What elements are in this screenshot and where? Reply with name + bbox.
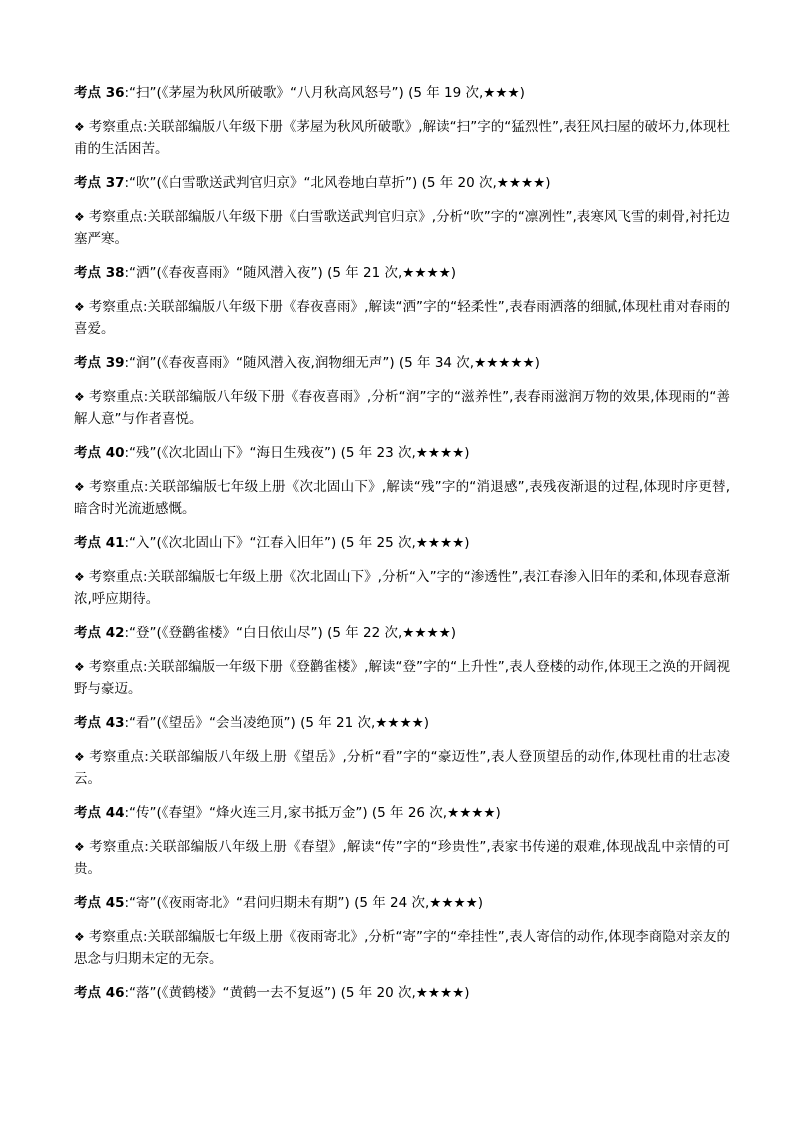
exam-point-44 bbox=[74, 802, 730, 880]
exam-point-detail-text: 考察重点:关联部编版八年级下册《春夜喜雨》,分析“润”字的“滋养性”,表春雨滋润万物的效果,体现雨的“善解人意”与作者喜悦。 bbox=[74, 389, 730, 427]
diamond-bullet-icon: ❖ bbox=[74, 660, 85, 674]
exam-point-39 bbox=[74, 352, 730, 430]
diamond-bullet-icon: ❖ bbox=[74, 210, 85, 224]
exam-point-title: :“扫”(《茅屋为秋风所破歌》“八月秋高风怒号”) (5 年 19 次,★★★) bbox=[124, 85, 525, 101]
exam-point-heading bbox=[74, 352, 730, 374]
exam-point-heading bbox=[74, 712, 730, 734]
exam-point-heading bbox=[74, 802, 730, 824]
exam-point-detail bbox=[74, 836, 730, 880]
exam-point-label: 考点 46 bbox=[74, 985, 125, 1001]
exam-point-detail-text: 考察重点:关联部编版八年级下册《春夜喜雨》,解读“洒”字的“轻柔性”,表春雨洒落的细腻,体现杜甫对春雨的喜爱。 bbox=[74, 299, 730, 337]
diamond-bullet-icon: ❖ bbox=[74, 570, 85, 584]
exam-point-title: :“残”(《次北固山下》“海日生残夜”) (5 年 23 次,★★★★) bbox=[124, 445, 470, 461]
exam-point-heading bbox=[74, 82, 730, 104]
exam-point-heading bbox=[74, 532, 730, 554]
exam-point-detail bbox=[74, 656, 730, 700]
exam-point-38 bbox=[74, 262, 730, 340]
exam-point-detail bbox=[74, 746, 730, 790]
exam-point-45 bbox=[74, 892, 730, 970]
exam-point-title: :“寄”(《夜雨寄北》“君问归期未有期”) (5 年 24 次,★★★★) bbox=[124, 895, 483, 911]
exam-point-detail-text: 考察重点:关联部编版八年级上册《春望》,解读“传”字的“珍贵性”,表家书传递的艰难,体现战乱中亲情的可贵。 bbox=[74, 839, 730, 877]
exam-point-heading bbox=[74, 172, 730, 194]
exam-point-title: :“看”(《望岳》“会当凌绝顶”) (5 年 21 次,★★★★) bbox=[124, 715, 429, 731]
diamond-bullet-icon: ❖ bbox=[74, 930, 85, 944]
diamond-bullet-icon: ❖ bbox=[74, 390, 85, 404]
exam-point-detail bbox=[74, 386, 730, 430]
exam-point-detail-text: 考察重点:关联部编版七年级上册《次北固山下》,分析“入”字的“渗透性”,表江春渗入旧年的柔和,体现春意渐浓,呼应期待。 bbox=[74, 569, 730, 607]
exam-point-label: 考点 41 bbox=[74, 535, 125, 551]
diamond-bullet-icon: ❖ bbox=[74, 120, 85, 134]
exam-point-detail-text: 考察重点:关联部编版一年级下册《登鹳雀楼》,解读“登”字的“上升性”,表人登楼的动作,体现王之涣的开阔视野与豪迈。 bbox=[74, 659, 730, 697]
exam-point-label: 考点 38 bbox=[74, 265, 125, 281]
exam-point-label: 考点 42 bbox=[74, 625, 125, 641]
exam-point-label: 考点 39 bbox=[74, 355, 125, 371]
exam-point-title: :“传”(《春望》“烽火连三月,家书抵万金”) (5 年 26 次,★★★★) bbox=[124, 805, 501, 821]
exam-point-title: :“洒”(《春夜喜雨》“随风潜入夜”) (5 年 21 次,★★★★) bbox=[124, 265, 456, 281]
exam-point-title: :“入”(《次北固山下》“江春入旧年”) (5 年 25 次,★★★★) bbox=[124, 535, 470, 551]
exam-point-title: :“润”(《春夜喜雨》“随风潜入夜,润物细无声”) (5 年 34 次,★★★★★) bbox=[124, 355, 540, 371]
document-page bbox=[74, 82, 730, 1016]
exam-point-heading bbox=[74, 892, 730, 914]
exam-point-detail bbox=[74, 116, 730, 160]
exam-point-heading bbox=[74, 622, 730, 644]
exam-point-detail-text: 考察重点:关联部编版七年级上册《次北固山下》,解读“残”字的“消退感”,表残夜渐退的过程,体现时序更替,暗含时光流逝感慨。 bbox=[74, 479, 730, 517]
exam-point-label: 考点 44 bbox=[74, 805, 125, 821]
exam-point-46 bbox=[74, 982, 730, 1004]
exam-point-label: 考点 40 bbox=[74, 445, 125, 461]
exam-point-label: 考点 45 bbox=[74, 895, 125, 911]
exam-point-36 bbox=[74, 82, 730, 160]
exam-point-heading bbox=[74, 262, 730, 284]
exam-point-detail-text: 考察重点:关联部编版八年级下册《白雪歌送武判官归京》,分析“吹”字的“凛冽性”,表寒风飞雪的刺骨,衬托边塞严寒。 bbox=[74, 209, 730, 247]
exam-point-title: :“落”(《黄鹤楼》“黄鹤一去不复返”) (5 年 20 次,★★★★) bbox=[124, 985, 470, 1001]
diamond-bullet-icon: ❖ bbox=[74, 480, 85, 494]
exam-point-detail-text: 考察重点:关联部编版八年级上册《望岳》,分析“看”字的“豪迈性”,表人登顶望岳的动作,体现杜甫的壮志凌云。 bbox=[74, 749, 730, 787]
exam-point-detail bbox=[74, 296, 730, 340]
diamond-bullet-icon: ❖ bbox=[74, 300, 85, 314]
exam-point-title: :“登”(《登鹳雀楼》“白日依山尽”) (5 年 22 次,★★★★) bbox=[124, 625, 456, 641]
exam-point-heading bbox=[74, 982, 730, 1004]
exam-point-detail-text: 考察重点:关联部编版八年级下册《茅屋为秋风所破歌》,解读“扫”字的“猛烈性”,表狂风扫屋的破坏力,体现杜甫的生活困苦。 bbox=[74, 119, 730, 157]
exam-point-37 bbox=[74, 172, 730, 250]
exam-point-detail bbox=[74, 566, 730, 610]
exam-point-40 bbox=[74, 442, 730, 520]
exam-point-detail-text: 考察重点:关联部编版七年级上册《夜雨寄北》,分析“寄”字的“牵挂性”,表人寄信的动作,体现李商隐对亲友的思念与归期未定的无奈。 bbox=[74, 929, 730, 967]
exam-point-label: 考点 43 bbox=[74, 715, 125, 731]
exam-point-detail bbox=[74, 206, 730, 250]
exam-point-41 bbox=[74, 532, 730, 610]
diamond-bullet-icon: ❖ bbox=[74, 840, 86, 854]
exam-point-43 bbox=[74, 712, 730, 790]
exam-point-label: 考点 37 bbox=[74, 175, 125, 191]
exam-point-42 bbox=[74, 622, 730, 700]
exam-point-label: 考点 36 bbox=[74, 85, 125, 101]
diamond-bullet-icon: ❖ bbox=[74, 750, 86, 764]
exam-point-detail bbox=[74, 476, 730, 520]
exam-point-heading bbox=[74, 442, 730, 464]
exam-point-title: :“吹”(《白雪歌送武判官归京》“北风卷地白草折”) (5 年 20 次,★★★★) bbox=[124, 175, 551, 191]
exam-point-detail bbox=[74, 926, 730, 970]
